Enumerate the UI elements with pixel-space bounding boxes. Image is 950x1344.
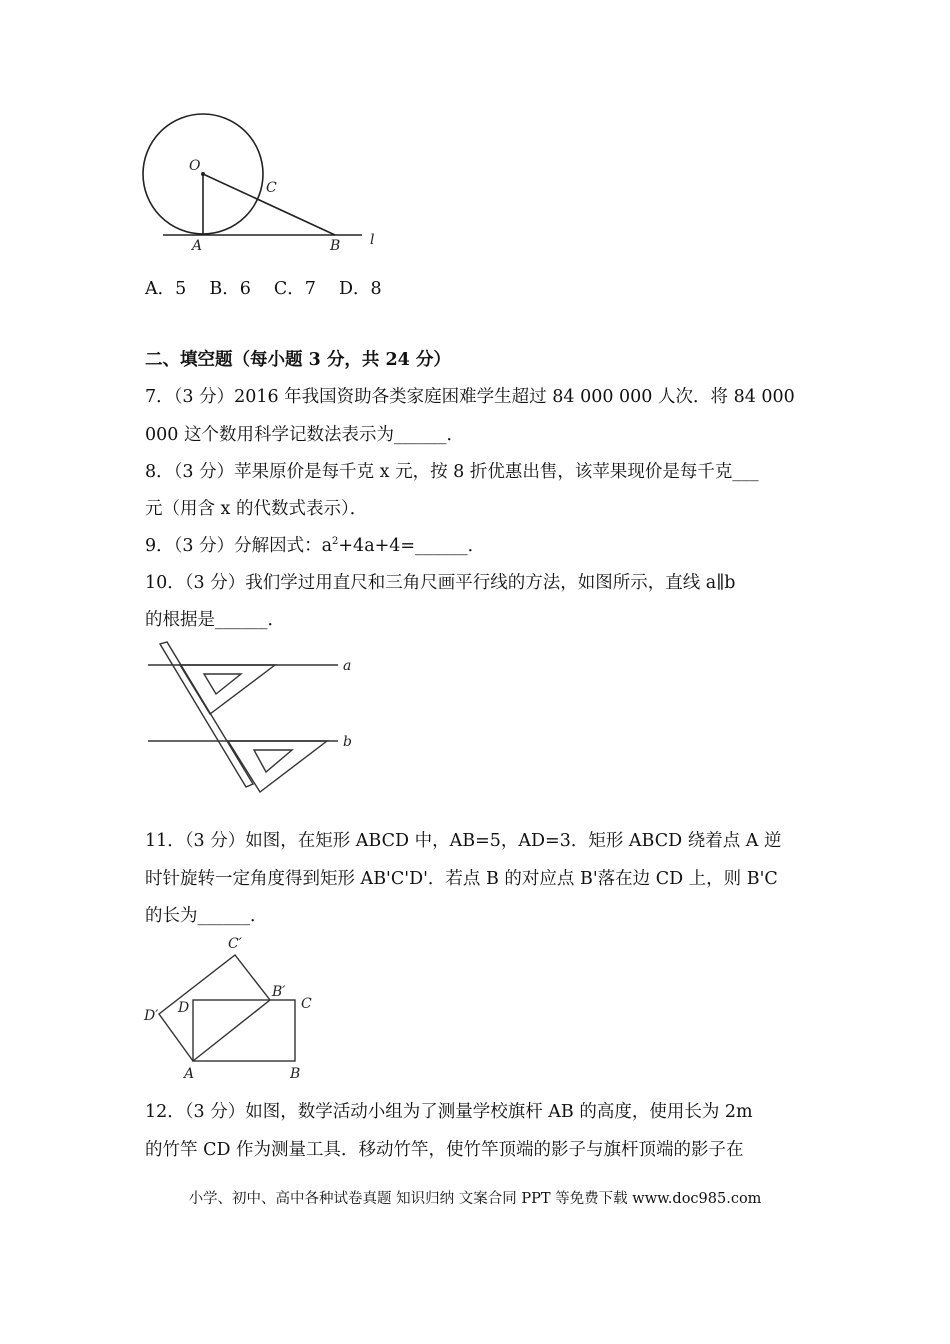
label-l: l — [370, 232, 375, 248]
label-c: C — [266, 180, 277, 196]
set-square-lower-inner — [254, 750, 292, 772]
q6-options: A．5 B．6 C．7 D．8 — [145, 279, 382, 299]
q12-line2: 的竹竿 CD 作为测量工具．移动竹竿，使竹竿顶端的影子与旗杆顶端的影子在 — [145, 1140, 744, 1160]
set-square-upper — [180, 665, 275, 714]
q7-line2: 000 这个数用科学记数法表示为______． — [145, 425, 464, 445]
circle-tangent-figure — [130, 108, 400, 258]
q9-prefix: 9．（3 分）分解因式：a — [145, 536, 333, 556]
q9-suffix: +4a+4=______． — [338, 536, 486, 556]
label-d-prime: D′ — [144, 1008, 159, 1024]
label-c: C — [301, 996, 312, 1012]
q8-line1: 8．（3 分）苹果原价是每千克 x 元，按 8 折优惠出售，该苹果现价是每千克___ — [145, 462, 759, 482]
q10-line1: 10．（3 分）我们学过用直尺和三角尺画平行线的方法，如图所示，直线 a∥b — [145, 573, 736, 593]
label-line-a: a — [343, 658, 352, 674]
label-a: A — [192, 238, 203, 254]
q11-line2: 时针旋转一定角度得到矩形 AB'C'D'．若点 B 的对应点 B'落在边 CD 上，则 B'C — [145, 869, 778, 889]
page-footer: 小学、初中、高中各种试卷真题 知识归纳 文案合同 PPT 等免费下载 www.doc985.com — [188, 1191, 762, 1207]
label-b-prime: B′ — [272, 984, 286, 1000]
section-heading: 二、填空题（每小题 3 分，共 24 分） — [145, 350, 451, 370]
set-square-upper-inner — [204, 674, 241, 694]
q10-line2: 的根据是______． — [145, 610, 285, 630]
q11-line3: 的长为______． — [145, 906, 268, 926]
label-c-prime: C′ — [228, 936, 242, 952]
q7-line1: 7．（3 分）2016 年我国资助各类家庭困难学生超过 84 000 000 人次．将 84 000 — [145, 387, 795, 407]
label-d: D — [178, 1000, 190, 1016]
ruler — [160, 642, 253, 787]
q12-line1: 12．（3 分）如图，数学活动小组为了测量学校旗杆 AB 的高度，使用长为 2m — [145, 1102, 753, 1122]
label-o: O — [189, 158, 201, 174]
q9-line — [145, 534, 485, 558]
label-a: A — [184, 1066, 195, 1082]
label-b: B — [330, 238, 341, 254]
q8-line2: 元（用含 x 的代数式表示）． — [145, 499, 368, 519]
rectangle-ab-c-d — [159, 955, 270, 1061]
center-point — [201, 172, 205, 176]
rotated-rectangle-figure — [140, 932, 330, 1082]
parallel-lines-figure — [140, 640, 370, 800]
q9-exponent: 2 — [332, 536, 339, 548]
rectangle-abcd — [193, 1000, 295, 1061]
q11-line1: 11．（3 分）如图，在矩形 ABCD 中，AB=5，AD=3．矩形 ABCD 绕着点 A 逆 — [145, 831, 782, 851]
label-line-b: b — [343, 734, 352, 750]
label-b: B — [290, 1066, 301, 1082]
